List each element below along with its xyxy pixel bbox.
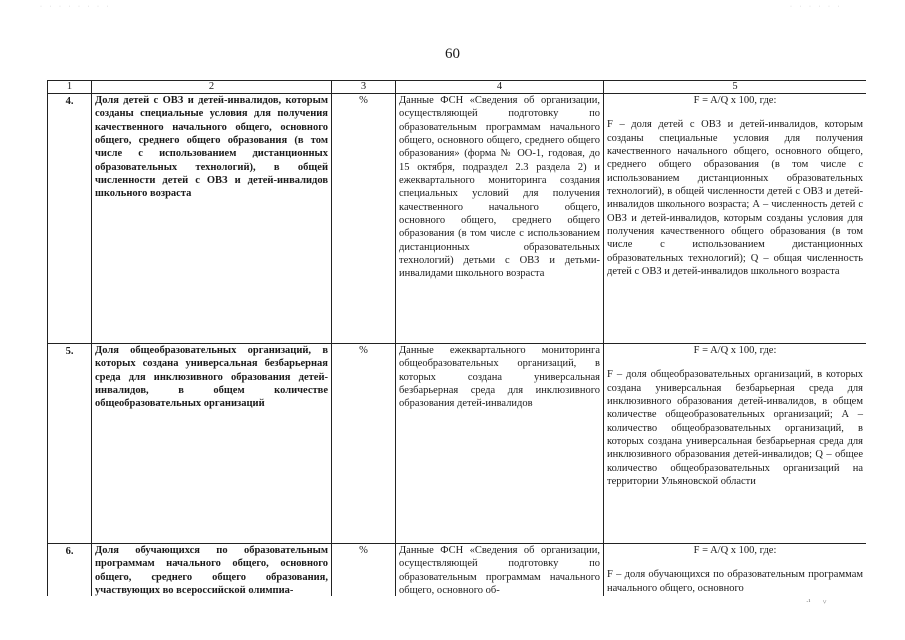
data-source: Данные ФСН «Сведения об организации, осуществляющей подготовку по образовательным программам начального общего, основного об- bbox=[396, 544, 604, 597]
column-header: 3 bbox=[332, 81, 396, 94]
formula-definition: F – доля общеобразовательных организаций, в которых создана универсальная безбарьерная среда для инклюзивного образования детей-инвалидов, в общем количестве общеобразовательных организаций; А – количество общеобразовательных организаций, в которых создана универсальная безбарьерная среда для инклюзивного образования детей-инвалидов; Q – общее количество общеобразовательных организаций на территории Ульяновской области bbox=[607, 369, 863, 487]
formula: F = A/Q х 100, где: bbox=[693, 95, 777, 106]
formula: F = A/Q х 100, где: bbox=[693, 545, 777, 556]
indicators-table bbox=[47, 80, 866, 596]
calculation-cell bbox=[604, 94, 867, 344]
page-number: 60 bbox=[445, 46, 460, 62]
indicators-table-wrap bbox=[47, 80, 866, 596]
indicator-name: Доля обучающихся по образовательным программам начального общего, основного общего, среднего общего образования, участвующих во всероссийской олимпиа- bbox=[92, 544, 332, 597]
column-header: 5 bbox=[604, 81, 867, 94]
table-row bbox=[48, 344, 867, 544]
scan-artifact: ·¹ ˅ bbox=[806, 598, 827, 606]
column-header: 1 bbox=[48, 81, 92, 94]
indicator-name: Доля детей с ОВЗ и детей-инвалидов, которым созданы специальные условия для получения качественного начального общего, основного общего, среднего общего образования (в том числе с использованием дистанционных образовательных технологий), в общей численности детей с ОВЗ и детей-инвалидов школьного возраста bbox=[92, 94, 332, 344]
unit-cell: % bbox=[332, 94, 396, 344]
table-header-row bbox=[48, 81, 867, 94]
row-number: 4. bbox=[48, 94, 92, 344]
table-row bbox=[48, 94, 867, 344]
unit-cell: % bbox=[332, 344, 396, 544]
calculation-cell bbox=[604, 544, 867, 597]
row-number: 5. bbox=[48, 344, 92, 544]
data-source: Данные ФСН «Сведения об организации, осуществляющей подготовку по образовательным программам начального общего, основного общего, среднего общего образования» (форма № ОО-1, годовая, до 15 октября, подраздел 2.3 раздела 2) и ежеквартального мониторинга создания специальных условий для получения качественного начального общего, основного общего, среднего общего образования (в том числе с использованием дистанционных образовательных технологий) детьми с ОВЗ и детьми-инвалидами школьного возраста bbox=[396, 94, 604, 344]
formula: F = A/Q х 100, где: bbox=[693, 345, 777, 356]
formula-definition: F – доля детей с ОВЗ и детей-инвалидов, которым созданы специальные условия для получения качественного начального общего, основного общего, среднего общего образования (в том числе с использованием дистанционных образовательных технологий), в общей численности детей с ОВЗ и детей-инвалидов школьного возраста; А – численность детей с ОВЗ и детей-инвалидов, которым созданы условия для получения качественного общего образования (в том числе с использованием дистанционных образовательных технологий); Q – общая численность детей с ОВЗ и детей-инвалидов школьного возраста bbox=[607, 119, 863, 277]
unit-cell: % bbox=[332, 544, 396, 597]
table-row bbox=[48, 544, 867, 597]
calculation-cell bbox=[604, 344, 867, 544]
column-header: 4 bbox=[396, 81, 604, 94]
scan-artifact: · · · · · · · · bbox=[40, 4, 112, 10]
row-number: 6. bbox=[48, 544, 92, 597]
formula-definition: F – доля обучающихся по образовательным программам начального общего, основного bbox=[607, 569, 863, 594]
data-source: Данные ежеквартального мониторинга общеобразовательных организаций, в которых создана универсальная безбарьерная среда для инклюзивного образования детей-инвалидов bbox=[396, 344, 604, 544]
scan-artifact: · · · · · · bbox=[790, 4, 843, 10]
column-header: 2 bbox=[92, 81, 332, 94]
indicator-name: Доля общеобразовательных организаций, в которых создана универсальная безбарьерная среда для инклюзивного образования детей-инвалидов, в общем количестве общеобразовательных организаций bbox=[92, 344, 332, 544]
